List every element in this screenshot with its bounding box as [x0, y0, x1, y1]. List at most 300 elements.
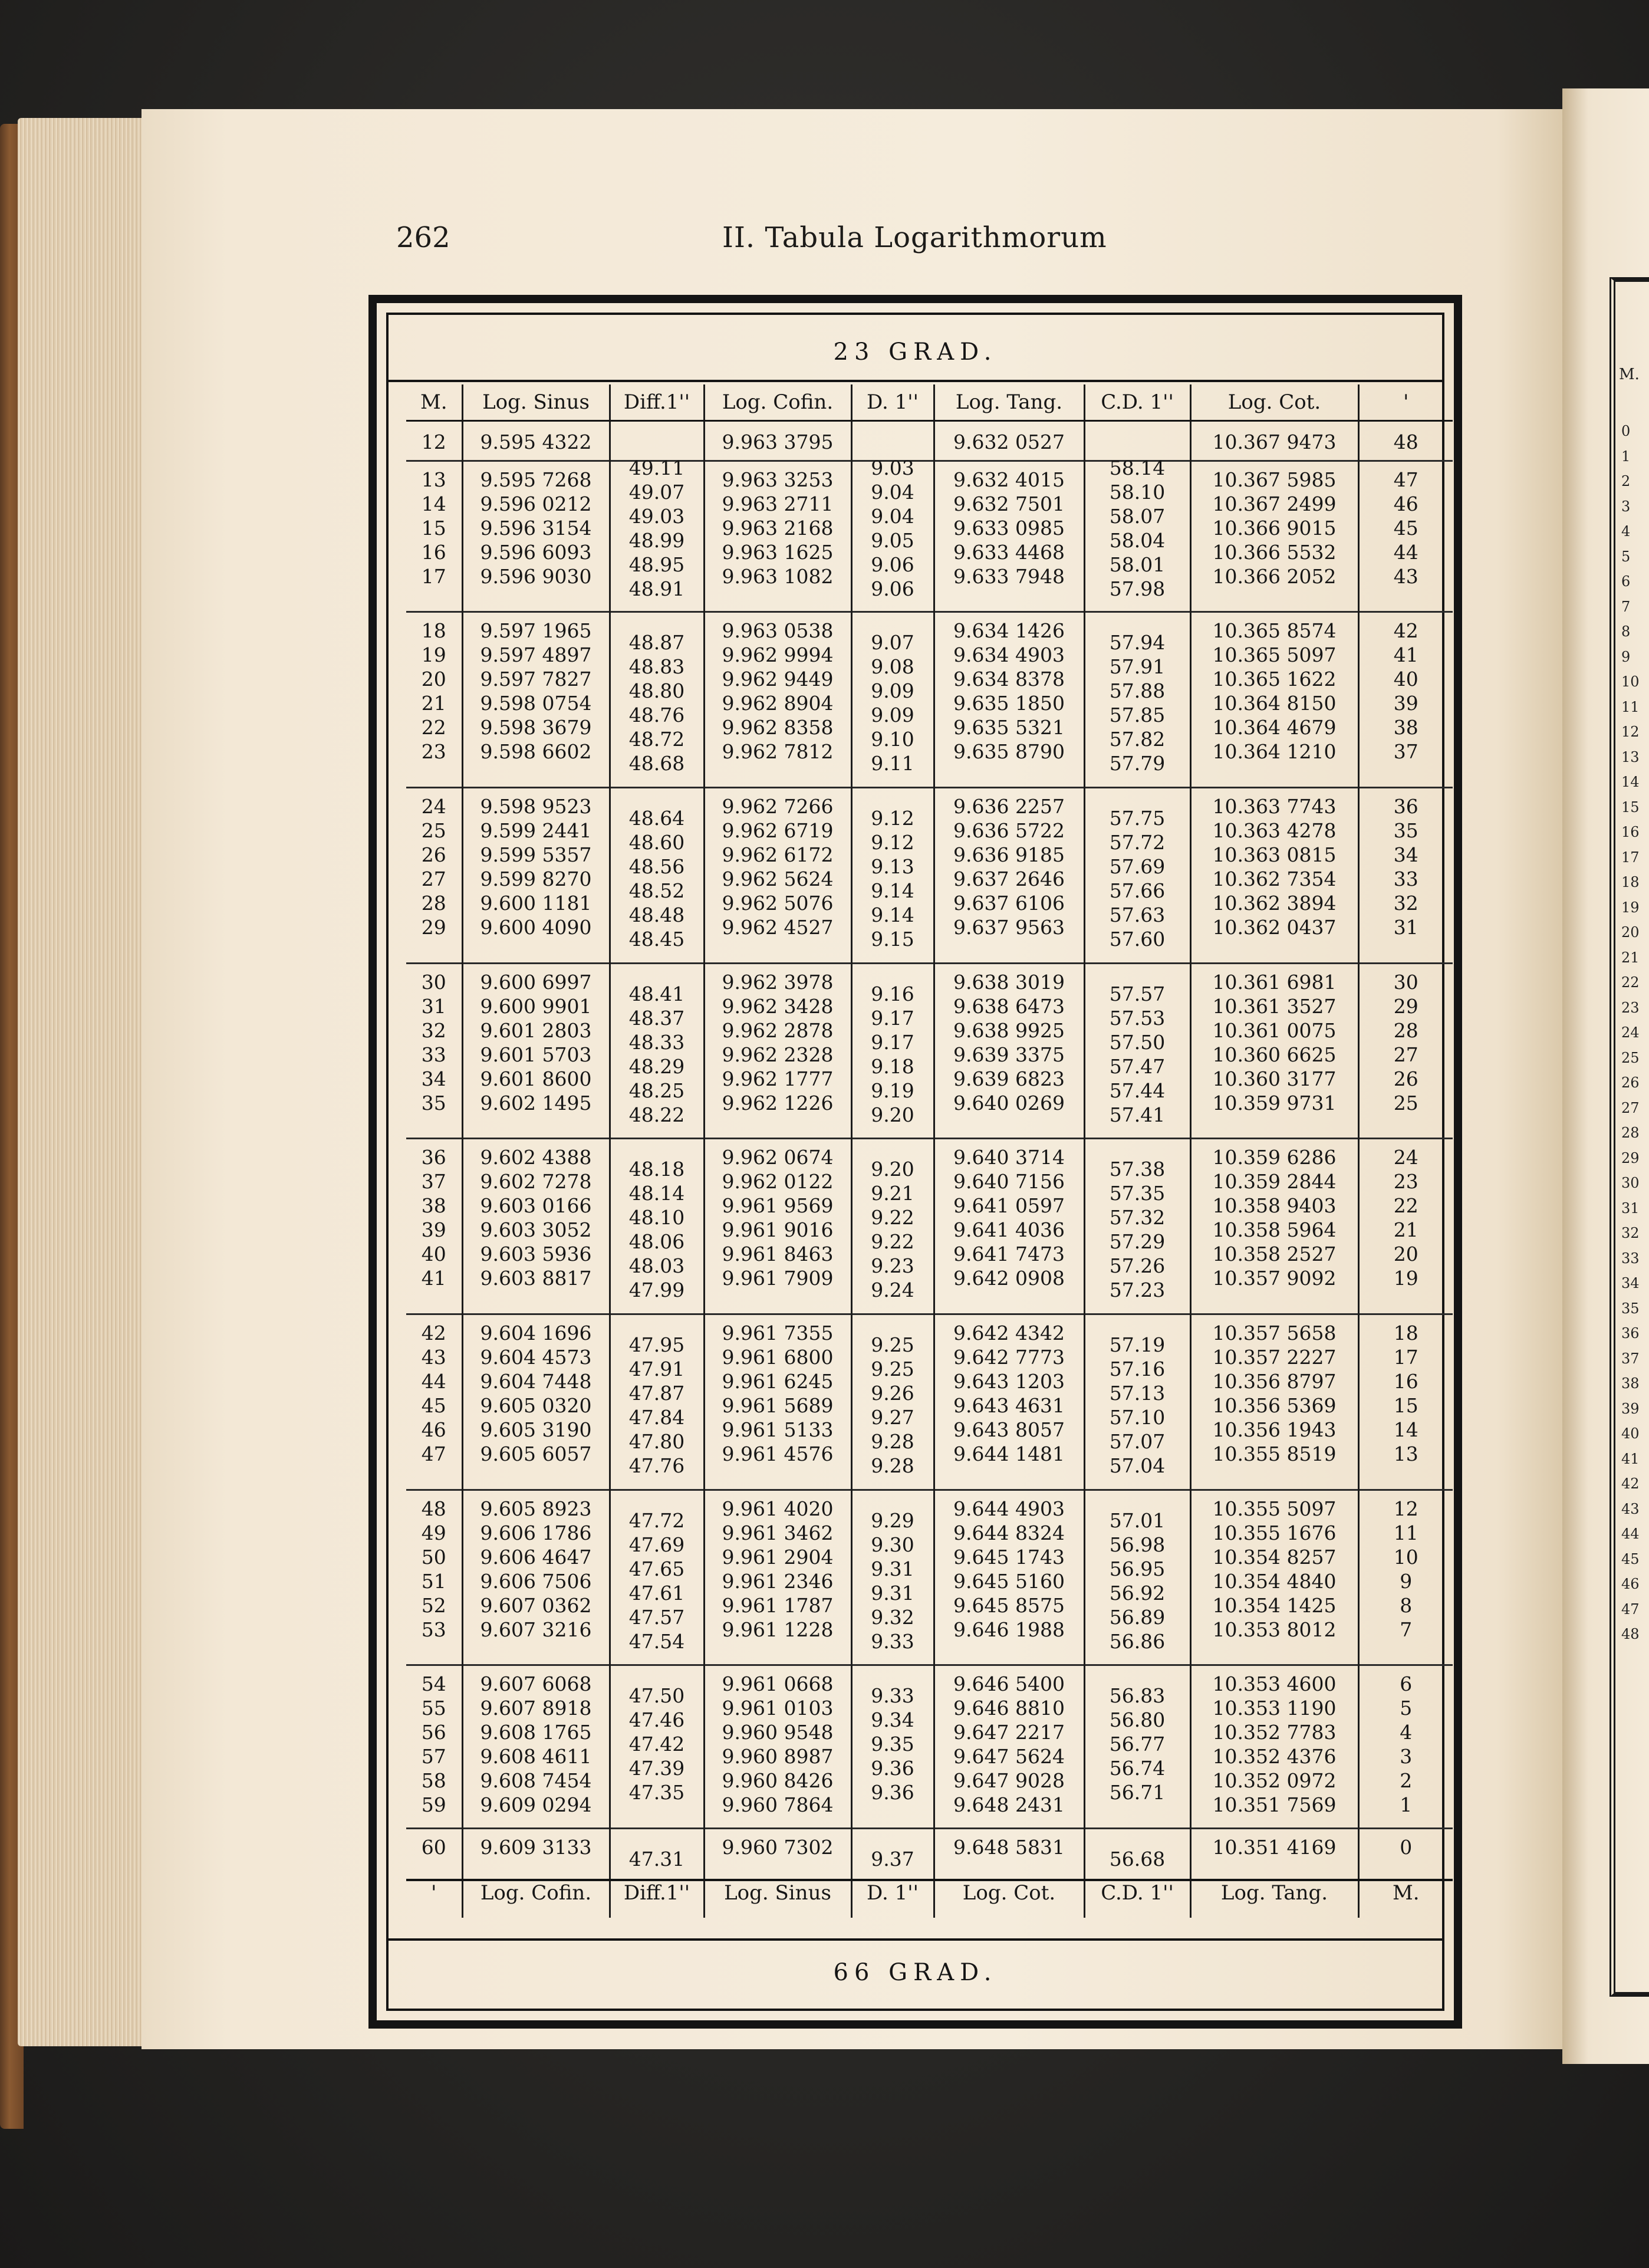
- column-header: C.D. 1'': [1084, 384, 1190, 421]
- table-value: 9.12: [871, 807, 914, 830]
- table-value: 33: [1393, 867, 1418, 891]
- cell-stack: [935, 1315, 1084, 1472]
- table-value: 10.363 4278: [1212, 819, 1337, 843]
- cell-stack: [1085, 624, 1190, 781]
- table-value: 9.647 9028: [953, 1769, 1065, 1793]
- right-page-minute: 18: [1621, 874, 1640, 890]
- table-value: 10.360 6625: [1212, 1043, 1337, 1066]
- table-value: 9.598 9523: [480, 795, 592, 819]
- table-value: 48.52: [628, 879, 685, 903]
- table-value: 10.355 5097: [1212, 1497, 1337, 1520]
- table-value: 9.963 2168: [722, 516, 834, 540]
- table-value: 15: [421, 516, 446, 540]
- table-value: 59: [421, 1793, 446, 1817]
- cell-stack: [705, 613, 851, 770]
- cell-stack: [463, 422, 609, 459]
- column-footer: Log. Cot.: [934, 1880, 1084, 1918]
- table-value: 9.36: [871, 1781, 914, 1804]
- table-value: 48.72: [628, 728, 685, 751]
- table-value: 48.37: [628, 1006, 685, 1030]
- log-cotangent-column: [1190, 421, 1358, 461]
- table-value: 10.356 8797: [1212, 1370, 1337, 1393]
- column-header: Log. Cot.: [1190, 384, 1358, 421]
- table-value: 47.54: [628, 1629, 685, 1653]
- cell-stack: [1360, 788, 1453, 945]
- column-header: D. 1'': [851, 384, 934, 421]
- table-value: 9.32: [871, 1605, 914, 1629]
- cd-column: [1084, 788, 1190, 964]
- table-value: 57.23: [1109, 1278, 1166, 1302]
- table-value: 57.60: [1109, 928, 1166, 951]
- table-value: 31: [421, 994, 446, 1018]
- table-value: 9.962 3978: [722, 970, 834, 994]
- table-value: 9.17: [871, 1006, 914, 1030]
- table-value: 9.600 1181: [480, 892, 592, 915]
- table-value: 24: [1393, 1146, 1418, 1169]
- table-value: 9.24: [871, 1278, 914, 1302]
- table-value: 9.603 0166: [480, 1194, 592, 1218]
- diff-column: [610, 1490, 704, 1665]
- column-header: M.: [406, 384, 462, 421]
- table-value: 27: [1393, 1043, 1418, 1066]
- cell-stack: [611, 1841, 703, 1877]
- table-value: 10.355 8519: [1212, 1442, 1337, 1466]
- cell-stack: [611, 800, 703, 957]
- table-value: 9.962 1226: [722, 1091, 834, 1115]
- minute-column: [406, 461, 462, 612]
- table-row-group: [406, 1829, 1453, 1880]
- table-value: 57.85: [1109, 704, 1166, 727]
- table-value: 9.20: [871, 1158, 914, 1181]
- table-value: 48.45: [628, 928, 685, 951]
- cell-stack: [853, 422, 933, 435]
- cell-stack: [1192, 1829, 1358, 1865]
- cell-stack: [611, 1678, 703, 1810]
- table-value: 9.962 8358: [722, 716, 834, 739]
- cell-stack: [705, 1829, 851, 1865]
- log-cosinus-column: [704, 1314, 851, 1490]
- table-value: 9.636 2257: [953, 795, 1065, 819]
- cell-stack: [611, 976, 703, 1133]
- table-value: 9.960 9548: [722, 1721, 834, 1744]
- table-value: 24: [421, 795, 446, 819]
- table-value: 9.603 5936: [480, 1243, 592, 1266]
- table-value: 57.44: [1109, 1079, 1166, 1102]
- table-value: 9.596 0212: [480, 492, 592, 515]
- table-value: 0: [1400, 1836, 1413, 1859]
- table-value: 57.13: [1109, 1382, 1166, 1405]
- table-value: 9.634 8378: [953, 668, 1065, 691]
- log-tangent-column: [934, 1314, 1084, 1490]
- d-column: [851, 963, 934, 1139]
- table-value: 9.634 1426: [953, 619, 1065, 643]
- table-value: 37: [1393, 740, 1418, 764]
- cell-stack: [1360, 422, 1453, 459]
- cell-stack: [1085, 1678, 1190, 1810]
- table-value: 10.356 5369: [1212, 1394, 1337, 1418]
- table-value: 10.359 9731: [1212, 1091, 1337, 1115]
- table-value: 9.647 5624: [953, 1745, 1065, 1769]
- table-value: 9.633 0985: [953, 516, 1065, 540]
- log-cotangent-column: [1190, 1139, 1358, 1314]
- log-cosinus-column: [704, 963, 851, 1139]
- table-value: 9.636 9185: [953, 843, 1065, 867]
- table-value: 10.354 4840: [1212, 1569, 1337, 1593]
- right-page-minute: 39: [1621, 1400, 1640, 1417]
- degree-heading-top: 23 GRAD.: [833, 338, 998, 366]
- table-value: 9.961 1787: [722, 1593, 834, 1617]
- table-value: 9.961 5133: [722, 1418, 834, 1442]
- cell-stack: [1192, 1666, 1358, 1823]
- cd-column: [1084, 963, 1190, 1139]
- diff-column: [610, 963, 704, 1139]
- table-value: 47: [421, 1442, 446, 1466]
- table-value: 48.99: [628, 528, 685, 552]
- diff-column: [610, 1665, 704, 1829]
- cell-stack: [1360, 1829, 1453, 1865]
- table-value: 9.961 9016: [722, 1218, 834, 1242]
- table-value: 9.961 9569: [722, 1194, 834, 1218]
- table-value: 47.69: [628, 1533, 685, 1556]
- table-value: 36: [421, 1146, 446, 1169]
- table-value: 9.962 5076: [722, 892, 834, 915]
- cell-stack: [705, 1139, 851, 1296]
- table-value: 9.604 7448: [480, 1370, 592, 1393]
- table-value: 10.365 8574: [1212, 619, 1337, 643]
- log-cosinus-column: [704, 421, 851, 461]
- table-value: 9.636 5722: [953, 819, 1065, 843]
- cell-stack: [406, 1666, 462, 1823]
- table-value: 9.605 8923: [480, 1497, 592, 1520]
- column-header: Log. Sinus: [462, 384, 610, 421]
- table-value: 42: [1393, 619, 1418, 643]
- right-page-minute: 41: [1621, 1450, 1640, 1467]
- cell-stack: [1085, 800, 1190, 957]
- table-header-row: [406, 384, 1453, 421]
- table-value: 10.363 0815: [1212, 843, 1337, 867]
- table-value: 17: [1393, 1346, 1418, 1369]
- table-value: 9.642 7773: [953, 1346, 1065, 1369]
- table-value: 9.607 0362: [480, 1593, 592, 1617]
- table-value: 9.17: [871, 1030, 914, 1054]
- table-value: 49: [421, 1521, 446, 1544]
- minute-right-column: [1358, 963, 1453, 1139]
- d-column: [851, 1139, 934, 1314]
- table-value: 9.609 3133: [480, 1836, 592, 1859]
- cell-stack: [705, 964, 851, 1121]
- table-value: 27: [421, 867, 446, 891]
- table-value: 45: [421, 1394, 446, 1418]
- minute-column: [406, 788, 462, 964]
- table-value: 9.597 4897: [480, 643, 592, 667]
- table-value: 16: [1393, 1370, 1418, 1393]
- table-value: 9.961 0103: [722, 1697, 834, 1720]
- right-page-minute: 24: [1621, 1024, 1640, 1041]
- table-value: 57.04: [1109, 1454, 1166, 1478]
- table-value: 57.26: [1109, 1254, 1166, 1278]
- table-value: 9.28: [871, 1430, 914, 1454]
- log-sinus-column: [462, 788, 610, 964]
- table-value: 8: [1400, 1593, 1413, 1617]
- table-value: 28: [1393, 1018, 1418, 1042]
- cell-stack: [463, 1666, 609, 1823]
- table-value: 48.64: [628, 807, 685, 830]
- table-value: 56.74: [1109, 1757, 1166, 1780]
- right-page-minute: 29: [1621, 1149, 1640, 1166]
- table-value: 9.31: [871, 1557, 914, 1580]
- table-value: 9.961 3462: [722, 1521, 834, 1544]
- diff-column: [610, 612, 704, 788]
- cell-stack: [1085, 1503, 1190, 1659]
- table-value: 40: [421, 1243, 446, 1266]
- table-value: 1: [1400, 1793, 1413, 1817]
- table-value: 56.92: [1109, 1581, 1166, 1605]
- table-value: 9.635 8790: [953, 740, 1065, 764]
- cell-stack: [853, 624, 933, 781]
- page-title: II. Tabula Logarithmorum: [722, 221, 1107, 254]
- table-value: 9.13: [871, 855, 914, 879]
- running-head: [0, 221, 1649, 257]
- cell-stack: [1085, 976, 1190, 1133]
- cd-column: [1084, 456, 1190, 612]
- minute-right-column: [1358, 1139, 1453, 1314]
- table-value: 9.607 8918: [480, 1697, 592, 1720]
- right-page-minute: 28: [1621, 1125, 1640, 1141]
- table-value: 9.648 5831: [953, 1836, 1065, 1859]
- diff-column: [610, 1314, 704, 1490]
- log-cosinus-column: [704, 1829, 851, 1880]
- cell-stack: [935, 1666, 1084, 1823]
- table-value: 49.07: [628, 480, 685, 504]
- column-footer: Log. Sinus: [704, 1880, 851, 1918]
- table-value: 9.647 2217: [953, 1721, 1065, 1744]
- table-value: 9.601 5703: [480, 1043, 592, 1066]
- table-value: 9.963 3795: [722, 430, 834, 453]
- page-stack-edge: [18, 118, 147, 2046]
- table-value: 10.357 9092: [1212, 1267, 1337, 1290]
- table-value: 43: [1393, 564, 1418, 588]
- right-page-minute: 4: [1621, 523, 1631, 540]
- table-value: 9.639 6823: [953, 1067, 1065, 1090]
- table-value: 9.962 2878: [722, 1018, 834, 1042]
- table-value: 25: [421, 819, 446, 843]
- cell-stack: [406, 788, 462, 945]
- table-value: 9.961 6245: [722, 1370, 834, 1393]
- cell-stack: [406, 964, 462, 1121]
- right-page-header: M.: [1619, 366, 1640, 383]
- table-value: 11: [1393, 1521, 1418, 1544]
- log-sinus-column: [462, 1139, 610, 1314]
- minute-right-column: [1358, 421, 1453, 461]
- table-value: 9.29: [871, 1508, 914, 1532]
- table-value: 9.14: [871, 879, 914, 903]
- table-value: 22: [421, 716, 446, 739]
- column-footer: C.D. 1'': [1084, 1880, 1190, 1918]
- table-value: 57.38: [1109, 1158, 1166, 1181]
- table-value: 39: [421, 1218, 446, 1242]
- table-value: 57.82: [1109, 728, 1166, 751]
- table-value: 9.35: [871, 1733, 914, 1756]
- column-header: Log. Cofin.: [704, 384, 851, 421]
- table-value: 19: [421, 643, 446, 667]
- table-value: 47.99: [628, 1278, 685, 1302]
- table-value: 9.644 8324: [953, 1521, 1065, 1544]
- cell-stack: [935, 788, 1084, 945]
- table-value: 10.353 8012: [1212, 1618, 1337, 1641]
- table-value: 9.11: [871, 752, 914, 775]
- cell-stack: [935, 1491, 1084, 1648]
- table-value: 9.602 1495: [480, 1091, 592, 1115]
- table-value: 46: [1393, 492, 1418, 515]
- cell-stack: [705, 1666, 851, 1823]
- cd-column: [1084, 1314, 1190, 1490]
- table-value: 9.608 7454: [480, 1769, 592, 1793]
- table-value: 9.639 3375: [953, 1043, 1065, 1066]
- log-cotangent-column: [1190, 612, 1358, 788]
- table-value: 57.91: [1109, 655, 1166, 679]
- cell-stack: [406, 1139, 462, 1296]
- log-sinus-column: [462, 421, 610, 461]
- right-page-minute: 44: [1621, 1526, 1640, 1542]
- table-value: 57.07: [1109, 1430, 1166, 1454]
- right-page-minute: 37: [1621, 1350, 1640, 1367]
- table-value: 9.30: [871, 1533, 914, 1556]
- right-page-minute: 15: [1621, 798, 1640, 816]
- diff-column: [610, 788, 704, 964]
- table-value: 10.362 7354: [1212, 867, 1337, 891]
- table-value: 9.18: [871, 1054, 914, 1078]
- cell-stack: [406, 613, 462, 770]
- table-value: 56.95: [1109, 1557, 1166, 1580]
- table-value: 56.89: [1109, 1605, 1166, 1629]
- table-value: 10.361 3527: [1212, 994, 1337, 1018]
- table-value: 9.07: [871, 631, 914, 655]
- log-tangent-column: [934, 1665, 1084, 1829]
- right-page-minute: 14: [1621, 774, 1640, 790]
- rule-top: [389, 380, 1442, 382]
- log-sinus-column: [462, 1665, 610, 1829]
- table-value: 9.601 8600: [480, 1067, 592, 1090]
- table-value: 9.963 0538: [722, 619, 834, 643]
- log-tangent-column: [934, 788, 1084, 964]
- table-value: 9.607 3216: [480, 1618, 592, 1641]
- table-value: 10.362 0437: [1212, 916, 1337, 939]
- right-page-minute: 11: [1621, 698, 1640, 715]
- cell-stack: [463, 1829, 609, 1865]
- table-value: 9.960 8987: [722, 1745, 834, 1769]
- table-value: 9.960 7864: [722, 1793, 834, 1817]
- table-value: 9.598 6602: [480, 740, 592, 764]
- cell-stack: [1085, 450, 1190, 607]
- cell-stack: [705, 1315, 851, 1472]
- cell-stack: [611, 1327, 703, 1484]
- table-value: 9.962 2328: [722, 1043, 834, 1066]
- table-value: 56.86: [1109, 1629, 1166, 1653]
- minute-column: [406, 1314, 462, 1490]
- table-value: 57.41: [1109, 1103, 1166, 1126]
- table-value: 9.603 8817: [480, 1267, 592, 1290]
- table-value: 9.638 6473: [953, 994, 1065, 1018]
- table-value: 47: [1393, 468, 1418, 491]
- table-value: 9.605 6057: [480, 1442, 592, 1466]
- table-value: 10.367 2499: [1212, 492, 1337, 515]
- column-footer: Log. Cofin.: [462, 1880, 610, 1918]
- table-value: 47.31: [628, 1848, 685, 1871]
- cell-stack: [406, 1491, 462, 1648]
- log-cosinus-column: [704, 612, 851, 788]
- table-value: 9.637 9563: [953, 916, 1065, 939]
- table-value: 56.68: [1109, 1848, 1166, 1871]
- table-value: 48: [421, 1497, 446, 1520]
- table-value: 10.366 5532: [1212, 540, 1337, 564]
- minute-column: [406, 1139, 462, 1314]
- right-page-minute: 2: [1621, 473, 1631, 489]
- table-value: 10.361 0075: [1212, 1018, 1337, 1042]
- cell-stack: [406, 462, 462, 594]
- table-value: 9.643 4631: [953, 1394, 1065, 1418]
- table-value: 43: [421, 1346, 446, 1369]
- table-value: 9.962 0122: [722, 1170, 834, 1194]
- table-value: 48.29: [628, 1054, 685, 1078]
- table-frame: [368, 295, 1462, 2029]
- table-value: 56.80: [1109, 1708, 1166, 1732]
- minute-right-column: [1358, 788, 1453, 964]
- right-page-minute: 17: [1621, 849, 1640, 866]
- cell-stack: [1192, 964, 1358, 1121]
- cell-stack: [705, 422, 851, 459]
- minute-right-column: [1358, 1314, 1453, 1490]
- table-value: 9.23: [871, 1254, 914, 1278]
- log-cotangent-column: [1190, 1829, 1358, 1880]
- table-value: 9.605 0320: [480, 1394, 592, 1418]
- right-page-minute: 20: [1621, 924, 1640, 941]
- table-value: 9.25: [871, 1357, 914, 1381]
- cell-stack: [1360, 1491, 1453, 1648]
- table-value: 9.37: [871, 1848, 914, 1871]
- table-value: 10.353 1190: [1212, 1697, 1337, 1720]
- minute-column: [406, 421, 462, 461]
- table-value: 57.66: [1109, 879, 1166, 903]
- cd-column: [1084, 612, 1190, 788]
- table-value: 10.351 4169: [1212, 1836, 1337, 1859]
- table-value: 15: [1393, 1394, 1418, 1418]
- table-value: 9.06: [871, 553, 914, 576]
- right-page-minute: 42: [1621, 1475, 1640, 1492]
- cell-stack: [1085, 1327, 1190, 1484]
- column-header: Log. Tang.: [934, 384, 1084, 421]
- table-row-group: [406, 1490, 1453, 1665]
- table-value: 9.962 4527: [722, 916, 834, 939]
- cd-column: [1084, 1139, 1190, 1314]
- table-value: 47.61: [628, 1581, 685, 1605]
- table-value: 9.961 7909: [722, 1267, 834, 1290]
- table-value: 47.57: [628, 1605, 685, 1629]
- log-cosinus-column: [704, 1665, 851, 1829]
- table-value: 9.595 4322: [480, 430, 592, 453]
- table-value: 9.633 7948: [953, 564, 1065, 588]
- table-value: 9.09: [871, 704, 914, 727]
- cell-stack: [463, 964, 609, 1121]
- minute-right-column: [1358, 612, 1453, 788]
- table-value: 9.638 9925: [953, 1018, 1065, 1042]
- table-value: 47.35: [628, 1781, 685, 1804]
- minute-column: [406, 963, 462, 1139]
- cell-stack: [1360, 964, 1453, 1121]
- cell-stack: [1085, 1151, 1190, 1308]
- table-value: 9.635 1850: [953, 692, 1065, 715]
- log-cosinus-column: [704, 1139, 851, 1314]
- table-value: 48.18: [628, 1158, 685, 1181]
